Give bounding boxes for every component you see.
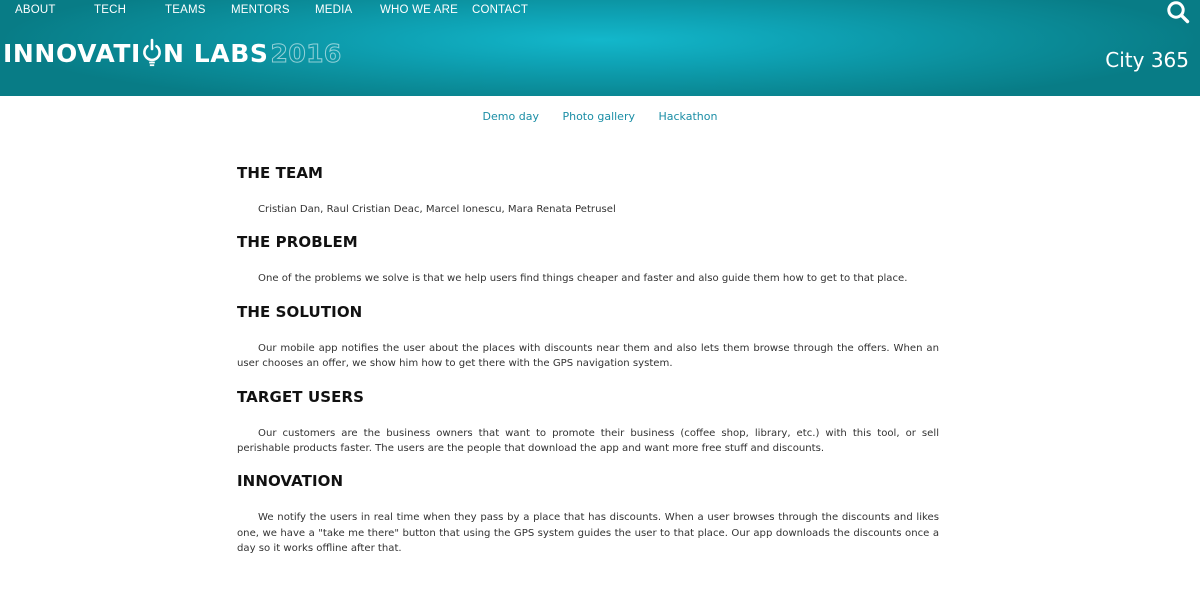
section-heading: THE TEAM bbox=[237, 164, 324, 182]
logo-text-part1: INNOVATI bbox=[3, 38, 141, 68]
top-navigation bbox=[0, 0, 1200, 22]
section-heading: TARGET USERS bbox=[237, 387, 365, 406]
subnav-photo-gallery[interactable]: Photo gallery bbox=[562, 110, 635, 123]
section-solution bbox=[237, 301, 939, 372]
nav-who-we-are[interactable]: WHO WE ARE bbox=[380, 4, 459, 16]
nav-media[interactable]: MEDIA bbox=[315, 4, 353, 16]
section-body: We notify the users in real time when they pass by a place that has discounts. When a user browses through the discounts and likes one, we have a "take me there" button that using the GPS system guides the user to that place. Our app downloads the discounts once a day so it works offline after that. bbox=[237, 512, 939, 555]
logo-text-part2: N LABS bbox=[162, 38, 269, 68]
nav-contact[interactable]: CONTACT bbox=[472, 4, 529, 16]
section-team bbox=[237, 162, 939, 217]
nav-mentors[interactable]: MENTORS bbox=[231, 4, 290, 16]
section-heading: INNOVATION bbox=[237, 472, 344, 491]
site-header bbox=[0, 0, 1200, 96]
lightbulb-icon bbox=[142, 38, 162, 68]
subnav-demo-day[interactable]: Demo day bbox=[482, 110, 539, 123]
section-target-users bbox=[237, 386, 939, 457]
nav-about[interactable]: ABOUT bbox=[15, 4, 56, 16]
section-innovation bbox=[237, 470, 939, 556]
nav-tech[interactable]: TECH bbox=[94, 4, 127, 16]
logo-year: 2016 bbox=[270, 38, 342, 68]
sub-navigation bbox=[0, 110, 1200, 123]
project-title: City 365 bbox=[1105, 48, 1189, 72]
section-body: Cristian Dan, Raul Cristian Deac, Marcel Ionescu, Mara Renata Petrusel bbox=[258, 204, 616, 215]
project-content bbox=[237, 162, 939, 571]
section-problem bbox=[237, 231, 939, 286]
section-heading: THE PROBLEM bbox=[237, 233, 358, 252]
subnav-hackathon[interactable]: Hackathon bbox=[658, 110, 718, 123]
section-body: Our mobile app notifies the user about the places with discounts near them and also lets them browse through the offers. When an user chooses an offer, we show him how to get there with the GPS navigation system. bbox=[237, 342, 939, 370]
site-logo[interactable] bbox=[3, 36, 342, 70]
section-body: One of the problems we solve is that we help users find things cheaper and faster and also guide them how to get to that place. bbox=[258, 273, 908, 285]
section-heading: THE SOLUTION bbox=[237, 302, 363, 321]
search-icon[interactable] bbox=[1166, 0, 1190, 24]
nav-teams[interactable]: TEAMS bbox=[165, 4, 206, 16]
section-body: Our customers are the business owners that want to promote their business (coffee shop, library, etc.) with this tool, or sell perishable products faster. The users are the people that download the app and want more free stuff and discounts. bbox=[237, 427, 939, 455]
